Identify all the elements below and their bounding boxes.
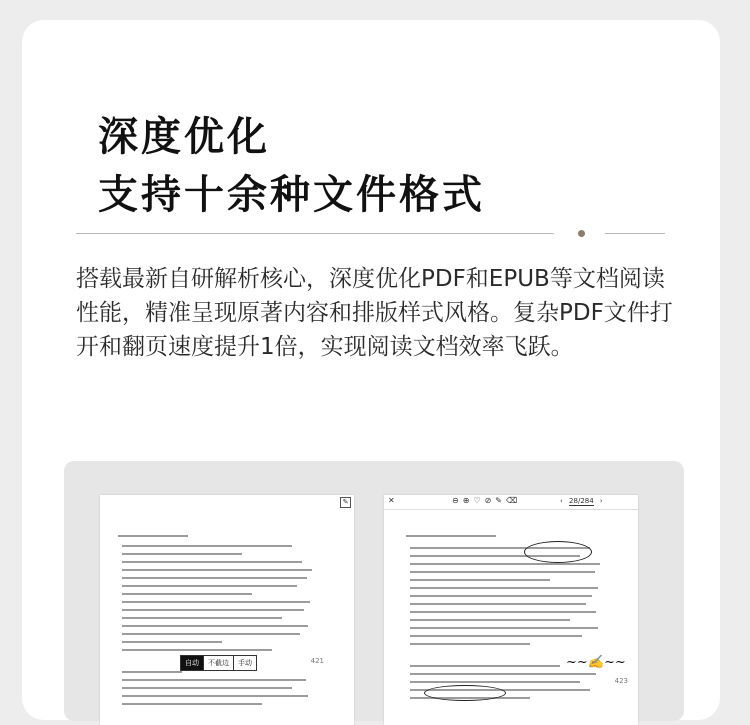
reader-preview (64, 461, 684, 721)
page-number: 421 (310, 657, 324, 665)
pdf-page-right (384, 495, 638, 725)
divider-line-short (605, 233, 665, 234)
edit-icon[interactable]: ✎ (340, 497, 351, 508)
crop-mode-menu (180, 655, 257, 671)
chevron-left-icon[interactable]: ‹ (560, 497, 563, 505)
mode-manual-button[interactable]: 手动 (238, 659, 252, 667)
description-paragraph: 搭载最新自研解析核心，深度优化PDF和EPUB等文档阅读性能，精准呈现原著内容和排版样式风格。复杂PDF文件打开和翻页速度提升1倍，实现阅读文档效率飞跃。 (76, 266, 673, 360)
handwritten-signature: ~~✍~~ (566, 655, 626, 670)
pdf-page-left (100, 495, 354, 725)
headline (98, 108, 485, 224)
chevron-right-icon[interactable]: › (599, 497, 603, 505)
handwritten-circle-annotation (524, 541, 592, 563)
handwritten-circle-annotation (424, 685, 506, 701)
annotation-tools[interactable]: ⊖⊕♡⊘✎⌫ (452, 496, 522, 505)
mode-auto-button[interactable]: 自动 (181, 656, 204, 670)
page-text-lines (384, 495, 638, 725)
page-number: 423 (614, 677, 628, 685)
headline-line-2: 支持十余种文件格式 (98, 172, 485, 218)
divider-line (76, 233, 554, 234)
mode-no-crop-button[interactable]: 不截边 (204, 656, 234, 670)
close-icon[interactable]: ✕ (388, 496, 395, 505)
divider-dot (578, 230, 585, 237)
page-text-lines (100, 495, 354, 725)
page-count: 28/284 (569, 497, 594, 505)
headline-line-1: 深度优化 (98, 114, 270, 160)
